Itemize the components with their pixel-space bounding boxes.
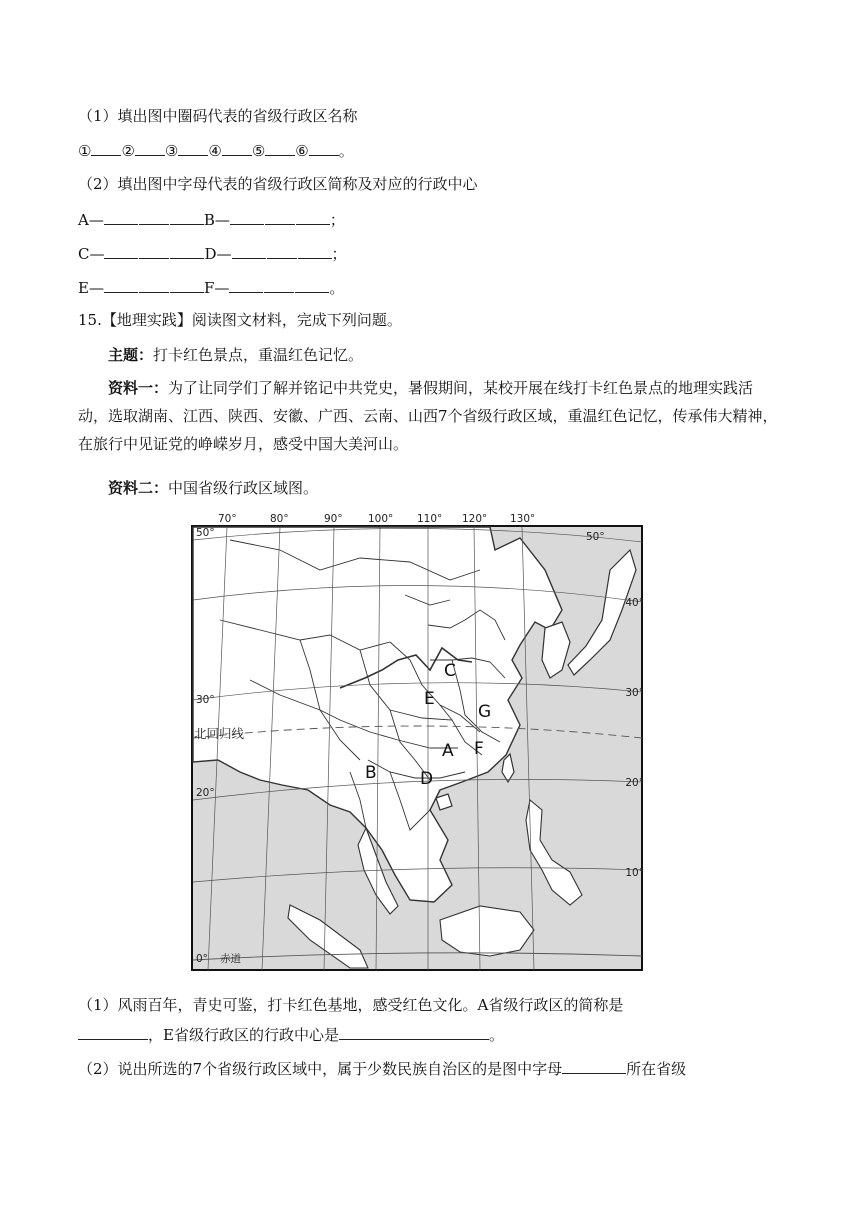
lon-label-110: 110°	[417, 513, 443, 525]
q14-letter-row-3	[78, 277, 344, 298]
question-title: 【地理实践】阅读图文材料，完成下列问题。	[101, 311, 402, 329]
letter-label-f: F—	[203, 279, 230, 297]
answer-blank[interactable]	[298, 243, 332, 259]
row-end: ；	[331, 245, 347, 263]
sub1-text-b: ，E省级行政区的行政中心是	[148, 1026, 339, 1044]
lon-label-80: 80°	[270, 513, 289, 525]
sub1-text-a: （1）风雨百年，青史可鉴，打卡红色基地，感受红色文化。A省级行政区的简称是	[78, 996, 624, 1014]
answer-blank[interactable]	[104, 277, 138, 293]
theme-text: 打卡红色景点，重温红色记忆。	[153, 346, 364, 364]
sub1-end: 。	[488, 1026, 504, 1044]
answer-blank[interactable]	[104, 243, 138, 259]
china-province-map	[190, 510, 644, 972]
answer-blank[interactable]	[230, 209, 264, 225]
row-end: 。	[338, 142, 354, 160]
lat-label-20-left: 20°	[196, 787, 215, 799]
map-letter-c: C	[444, 661, 456, 681]
answer-blank[interactable]	[562, 1058, 626, 1074]
lat-label-20-right: 20°	[625, 777, 644, 789]
lon-label-120: 120°	[462, 513, 488, 525]
q15-material-1	[78, 374, 778, 458]
map-letter-f: F	[474, 739, 484, 759]
sub2-end: 所在省级	[626, 1060, 687, 1078]
answer-blank[interactable]	[296, 209, 330, 225]
material-2-text: 中国省级行政区域图。	[168, 479, 319, 497]
circle-2: ②	[121, 142, 135, 160]
q15-sub1	[78, 990, 778, 1050]
question-number: 15.	[78, 311, 102, 329]
answer-blank[interactable]	[232, 243, 266, 259]
lon-label-100: 100°	[368, 513, 394, 525]
material-1-text: 为了让同学们了解并铭记中共党史，暑假期间，某校开展在线打卡红色景点的地理实践活动，选取湖南、江西、陕西、安徽、广西、云南、山西7个省级行政区域，重温红色记忆，传承伟大精神，在旅行中见证党的峥嵘岁月，感受中国大美河山。	[78, 379, 778, 453]
q15-material-2	[108, 478, 318, 498]
dash	[139, 215, 169, 225]
answer-blank[interactable]	[78, 1024, 148, 1040]
answer-blank[interactable]	[91, 140, 121, 156]
circle-5: ⑤	[251, 142, 266, 160]
lon-label-70: 70°	[218, 513, 237, 525]
dash	[139, 283, 169, 293]
q15-theme	[108, 345, 363, 365]
dash	[139, 249, 169, 259]
map-letter-e: E	[424, 689, 435, 709]
row-end: ；	[329, 211, 345, 229]
answer-blank[interactable]	[229, 277, 263, 293]
lon-label-130: 130°	[510, 513, 536, 525]
map-letter-g: G	[478, 702, 492, 722]
circle-4: ④	[208, 142, 222, 160]
sub2-text: （2）说出所选的7个省级行政区域中，属于少数民族自治区的是图中字母	[78, 1060, 563, 1078]
answer-blank[interactable]	[295, 277, 329, 293]
circle-1: ①	[78, 142, 92, 160]
map-letter-a: A	[442, 741, 454, 761]
answer-blank[interactable]	[339, 1024, 489, 1040]
circle-6: ⑥	[295, 142, 309, 160]
theme-label: 主题：	[108, 346, 154, 364]
lat-label-40: 40°	[625, 597, 644, 609]
letter-label-d: D—	[204, 245, 232, 263]
dash	[265, 215, 295, 225]
lat-label-30-right: 30°	[625, 687, 644, 699]
answer-blank[interactable]	[222, 140, 252, 156]
q15-sub2	[78, 1058, 686, 1079]
row-end: 。	[329, 279, 345, 297]
letter-label-c: C—	[78, 245, 105, 263]
equator-label: 赤道	[220, 953, 241, 965]
answer-blank[interactable]	[104, 209, 138, 225]
letter-label-e: E—	[78, 279, 104, 297]
q14-sub1: （1）填出图中圈码代表的省级行政区名称	[78, 107, 358, 125]
q14-circle-row	[78, 140, 354, 161]
answer-blank[interactable]	[135, 140, 165, 156]
answer-blank[interactable]	[178, 140, 208, 156]
lat-label-10: 10°	[625, 867, 644, 879]
dash	[264, 283, 294, 293]
map-letter-d: D	[420, 769, 434, 789]
answer-blank[interactable]	[170, 277, 204, 293]
letter-label-a: A—	[78, 211, 104, 229]
material-1-label: 资料一：	[108, 379, 169, 397]
q15-heading	[78, 310, 402, 330]
lon-label-90: 90°	[324, 513, 343, 525]
answer-blank[interactable]	[265, 140, 295, 156]
map-letter-b: B	[365, 763, 377, 783]
lat-label-50-left: 50°	[196, 527, 215, 539]
dash	[267, 249, 297, 259]
letter-label-b: B—	[203, 211, 230, 229]
answer-blank[interactable]	[170, 243, 204, 259]
answer-blank[interactable]	[309, 140, 339, 156]
lat-label-50-right: 50°	[586, 531, 605, 543]
q14-letter-row-2	[78, 243, 347, 264]
material-2-label: 资料二：	[108, 479, 169, 497]
q14-sub2: （2）填出图中字母代表的省级行政区简称及对应的行政中心	[78, 175, 478, 193]
q14-letter-row-1	[78, 209, 345, 230]
lat-label-30-left: 30°	[196, 694, 215, 706]
circle-3: ③	[164, 142, 179, 160]
lat-label-0: 0°	[196, 953, 208, 965]
answer-blank[interactable]	[170, 209, 204, 225]
tropic-label: 北回归线	[194, 726, 245, 741]
